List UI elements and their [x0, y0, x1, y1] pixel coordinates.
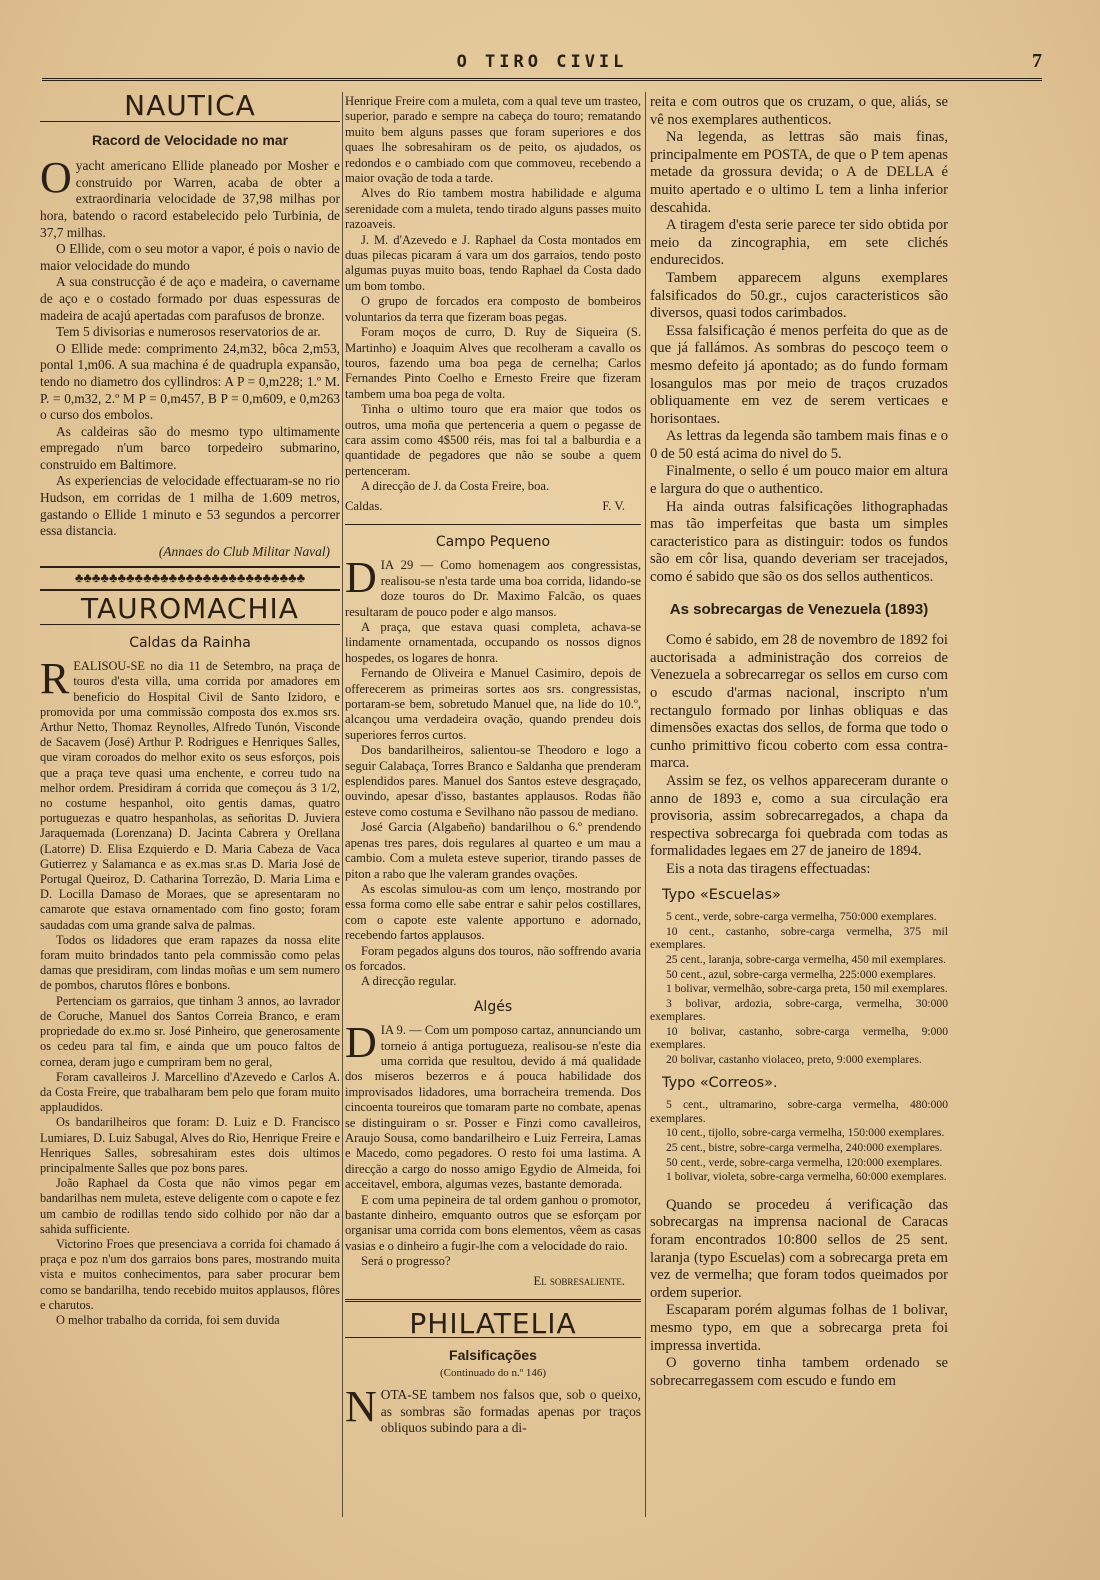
list-item: 50 cent., verde, sobre-carga vermelha, 120:000 exemplares.	[666, 1155, 943, 1169]
paragraph: Ha ainda outras falsificações lithographadas mas tão imperfeitas que basta um simples caracteristico para as distinguir: todos os fundos são em côr lisa, quando deveriam ser tracejados, como é sabido que são os dos sellos authenticos.	[650, 498, 948, 586]
paragraph: J. M. d'Azevedo e J. Raphael da Costa montados em duas pilecas picaram á vara um dos garraios, tendo posto algumas puyas muito boas, tendo Raphael da Costa dado um bom tombo.	[345, 232, 641, 293]
paragraph: Foram pegados alguns dos touros, não soffrendo avaria os forcados.	[345, 943, 641, 973]
paragraph: Essa falsificação é menos perfeita do que as de que já fallámos. As sombras do pescoço teem o mesmo defeito já apontado; as do fundo formam losangulos mas por meio de traços cruzados obliquamente em vez de serem verticaes e horisontaes.	[650, 322, 948, 427]
list-item: 10 cent., castanho, sobre-carga vermelha, 375 mil exemplares.	[650, 924, 948, 952]
paragraph: Assim se fez, os velhos appareceram durante o anno de 1893 e, como a sua circulação era provisoria, assim sobrecarregados, a chapa da respectiva sobrecarga foi quebrada com todas as formalidades legaes em 27 de janeiro de 1894.	[650, 772, 948, 860]
list-item: 5 cent., ultramarino, sobre-carga vermelha, 480:000 exemplares.	[650, 1098, 948, 1125]
column-1	[40, 89, 340, 1328]
article-title-alges: Algés	[473, 998, 513, 1015]
drop-cap: N	[345, 1382, 377, 1432]
paragraph: O Ellide, com o seu motor a vapor, é pois o navio de maior velocidade do mundo	[40, 241, 340, 273]
column-divider	[342, 92, 343, 1517]
paragraph: Todos os lidadores que eram rapazes da nossa elite foram muito brindados tanto pela commissão como pelas damas que presidiram, com lindas moñas e um sem numero de pombos, charutos flôres e bonbons.	[40, 932, 340, 993]
paragraph: O governo tinha tambem ordenado se sobrecarregassem com escudo e fundo em	[650, 1355, 948, 1389]
paragraph: Fernando de Oliveira e Manuel Casimiro, depois de offerecerem as primeiras sortes aos srs. congressistas, portaram-se bem, sobretudo Manuel que, na lide do 10.º, alcançou uma verdadeira ovação, quando prendeu dois superiores ferros curtos.	[345, 666, 641, 742]
paragraph: A direcção regular.	[361, 974, 457, 989]
column-divider	[645, 92, 646, 1517]
paragraph: Na legenda, as lettras são mais finas, principalmente em POSTA, de que o P tem apenas metade da grossura devida; o A de DELLA é muito apertado e o ultimo L tem a linha inferior descahida.	[650, 129, 948, 216]
paragraph: Alves do Rio tambem mostra habilidade e alguma serenidade com a muleta, tendo tirado alguns passes muito razoaveis.	[345, 186, 641, 232]
paragraph: José Garcia (Algabeño) bandarilhou o 6.º prendendo apenas tres pares, dois regulares al quarteo e um mau a cambio. Com a muleta esteve superior, tirando passes de piton a rabo que lhe valeram grandes ovações.	[345, 820, 641, 881]
column-3	[650, 94, 948, 1390]
page-header	[42, 48, 1042, 88]
section-title-nautica: NAUTICA	[40, 94, 340, 122]
paragraph: A praça, que estava quasi completa, achava-se lindamente ornamentada, occupando os nossos dignos hospedes, os logares de honra.	[345, 620, 641, 665]
page-number: 7	[1032, 50, 1042, 72]
paragraph: DIA 9. — Com um pomposo cartaz, annunciando um torneio á antiga portugueza, realisou-se n'este dia uma corrida que resultou, devido á má qualidade dos miseros bezerros e á pouca habilidade dos improvisados lidadores, uma borracheira tremenda. Dos cincoenta toureiros que tomaram parte no combate, apenas se distinguiram o sr. Posser e Finzi como cavalleiros, Araujo Sousa, como bandarilheiro e Luiz Ferreira, Lamas e Macedo, como pegadores. O resto foi uma lastima. A direcção a cargo do nosso amigo Egydio de Almeida, foi acceitavel, embora, algumas vezes, bastante demorada.	[345, 1018, 642, 1192]
list-item: 20 bolivar, castanho violaceo, preto, 9:000 exemplares.	[666, 1053, 922, 1067]
paragraph: Tinha o ultimo touro que era maior que todos os outros, uma moña que pertenceria a quem o pegasse de cara assim como 4$500 réis, mas foi tal a balburdia e a quantidade de pegadores que não se soube a quem pertenceram.	[345, 402, 641, 478]
drop-cap: D	[345, 553, 377, 603]
paragraph: O melhor trabalho da corrida, foi sem duvida	[56, 1312, 280, 1327]
paragraph: Finalmente, o sello é um pouco maior em altura e largura do que o authentico.	[650, 463, 948, 498]
print-run-list	[650, 910, 948, 1067]
source-citation: (Annaes do Club Militar Naval)	[158, 543, 330, 559]
list-item: 25 cent., bistre, sobre-carga vermelha, 240:000 exemplares.	[666, 1141, 943, 1155]
paragraph: Dos bandarilheiros, salientou-se Theodoro e logo a seguir Calabaça, Torres Branco e Saldanha que prenderam esplendidos pares. Manuel dos Santos esteve desgraçado, ouvindo, apesar d'isso, bastantes applausos. Rodas ñão esteve como costuma e Sevilhano não passou de mediano.	[345, 743, 641, 819]
continued-note: (Continuado do n.º 146)	[439, 1366, 547, 1379]
article-title-falsificacoes: Falsificações	[449, 1347, 537, 1364]
paragraph: DIA 29 — Como homenagem aos congressistas, realisou-se n'esta tarde uma boa corrida, lidando-se doze touros do Dr. Maximo Falcão, os quaes resultaram de pouco poder e algo mansos.	[345, 553, 641, 619]
list-item: 3 bolivar, ardozia, sobre-carga, vermelha, 30:000 exemplares.	[650, 996, 948, 1024]
article-title-record: Racord de Velocidade no mar	[91, 131, 289, 148]
paragraph: Henrique Freire com a muleta, com a qual teve um trasteo, superior, parado e sempre na cabeça do touro; rematando muito bem alguns passes que foram superiores e dos quaes lhe sobresahiram os de peito, os ajudados, os redondos e o cambiado com que commoveu, recebendo a maior ovação de toda a tarde.	[345, 94, 641, 186]
paragraph: João Raphael da Costa que não vimos pegar em bandarilhas nem muleta, esteve deligente com o capote e fez um cambio de rodillas tendo sido colhido por não dar a sahida sufficiente.	[40, 1176, 340, 1236]
paragraph: As experiencias de velocidade effectuaram-se no rio Hudson, em corridas de 1 milha de 1.609 metros, gastando o Ellide 1 minuto e 53 segundos a percorrer essa distancia.	[40, 473, 340, 539]
list-heading: Typo «Escuelas»	[662, 886, 781, 903]
paragraph: Como é sabido, em 28 de novembro de 1892 foi auctorisada a administração dos correios de Venezuela a sobrecarregar os sellos em curso com o escudo d'armas nacional, inscripto n'um rectangulo formado por linhas obliquas e das dimensões exactas dos sellos, de forma que todo o cunho primittivo ficou coberto com essa contra-marca.	[650, 632, 948, 772]
paragraph: As lettras da legenda são tambem mais finas e o 0 de 50 está acima do nivel do 5.	[650, 428, 948, 462]
section-title-tauromachia: TAUROMACHIA	[40, 597, 340, 625]
paragraph: Os bandarilheiros que foram: D. Luiz e D. Francisco Lumiares, D. Luiz Sabugal, Alves do Rio, Henrique Freire e Henriques Salles, sobresahiram estes dois ultimos principalmente Salles que poz bons pares.	[40, 1115, 340, 1175]
drop-cap: R	[40, 654, 70, 704]
paragraph: E com uma pepineira de tal ordem ganhou o promotor, bastante dinheiro, emquanto outros que se esforçam por organisar uma corrida com bons elementos, vêem as casas vasias e o dinheiro a fugir-lhe com a velocidade do raio.	[345, 1192, 641, 1253]
list-item: 10 bolivar, castanho, sobre-carga vermelha, 9:000 exemplares.	[650, 1024, 948, 1052]
paragraph: reita e com outros que os cruzam, o que, aliás, se vê nos exemplares authenticos.	[650, 94, 948, 128]
signature-author: F. V.	[602, 498, 625, 513]
paragraph: REALISOU-SE no dia 11 de Setembro, na praça de touros d'esta villa, uma corrida por amadores em beneficio do Hospital Civil de Santo Izidoro, e promovida por uma commissão composta dos ex.mos srs. Arthur Netto, Thomaz Reynolles, Alfredo Tunón, Visconde de Sacavem (José) Arthur P. Rodrigues e Henriques Salles, que viram coroados do melhor exito os seus esforços, pois que a praça teve quasi uma enchente, e correu tudo na melhor ordem. Presidiram á corrida que começou ás 3 1/2, no costume hespanhol, oito gentis damas, quatro portuguezas e quatro hespanholas, as señoritas D. Juviera Jaraquemada (Lorenzana) D. Jacinta Cabrera y Orellana (Latorre) D. Elisa Ezquierdo e D. Maria Cabeza de Vaca Gutierrez y Salamanca e as ex.mas sr.as D. Maria José de Portugal Queiroz, D. Catharina Torrezão, D. Maria Lima e D. Locilla Damaso de Moraes, que se apresentaram no camarote que estava ornamentado com fino gosto; foram saudadas com uma grande salva de palmas.	[40, 654, 340, 932]
paragraph: Foram moços de curro, D. Ruy de Siqueira (S. Martinho) e Joaquim Alves que recolheram a cavallo os touros, fazendo uma boa pega de cernelha; Carlos Fernandes Pinto Coelho e Ernesto Freire que fizeram tambem uma boa pega de volta.	[345, 325, 641, 401]
paragraph: A sua construcção é de aço e madeira, o cavername de aço e o costado formado por duas espessuras de madeira de acajú apertadas com parafusos de bronze.	[40, 274, 340, 323]
paragraph: Foram cavalleiros J. Marcellino d'Azevedo e Carlos A. da Costa Freire, que trabalharam bem pelo que foram muito applaudidos.	[40, 1069, 340, 1115]
article-title-caldas: Caldas da Rainha	[129, 634, 251, 651]
list-item: 1 bolivar, violeta, sobre-carga vermelha, 60:000 exemplares.	[666, 1170, 947, 1184]
list-item: 10 cent., tijollo, sobre-carga vermelha, 150:000 exemplares.	[666, 1126, 945, 1140]
article-title-venezuela: As sobrecargas de Venezuela (1893)	[669, 600, 929, 618]
list-heading: Typo «Correos».	[662, 1074, 778, 1091]
newspaper-title: O TIRO CIVIL	[456, 52, 628, 72]
paragraph: Pertenciam os garraios, que tinham 3 annos, ao lavrador de Coruche, Manuel dos Santos Correia Branco, e eram propriedade do ex.mo sr. José Pinheiro, que generosamente os cedeu para tal fim, e ainda que um pouco faltos de cornea, deram jugo e cumpriram bem no geral,	[40, 993, 340, 1069]
paragraph: Será o progresso?	[361, 1254, 451, 1269]
rule	[345, 1299, 641, 1302]
signature-place: Caldas.	[345, 498, 383, 513]
paragraph: Eis a nota das tiragens effectuadas:	[666, 860, 871, 877]
header-rule	[42, 78, 1042, 81]
column-2	[345, 94, 641, 1437]
list-item: 50 cent., azul, sobre-carga vermelha, 225:000 exemplares.	[666, 967, 936, 981]
signature-line	[345, 499, 625, 514]
rule	[345, 524, 641, 525]
signature-author: El sobresaliente.	[533, 1273, 625, 1288]
list-item: 5 cent., verde, sobre-carga vermelha, 750:000 exemplares.	[666, 910, 937, 924]
paragraph: Quando se procedeu á verificação das sobrecargas na imprensa nacional de Caracas foram encontrados 10:800 sellos de 25 sent. laranja (typo Escuelas) com a sobrecarga preta em vez de vermelha; que foram todos queimados por ordem superior.	[650, 1196, 948, 1301]
drop-cap: D	[345, 1018, 377, 1068]
paragraph: O grupo de forcados era composto de bombeiros voluntarios da terra que fizeram boas pegas.	[345, 294, 641, 324]
paragraph: Tem 5 divisorias e numerosos reservatorios de ar.	[56, 324, 321, 340]
list-item: 25 cent., laranja, sobre-carga vermelha, 450 mil exemplares.	[666, 952, 946, 966]
ornament-divider: ♣♣♣♣♣♣♣♣♣♣♣♣♣♣♣♣♣♣♣♣♣♣♣♣♣♣♣	[40, 566, 340, 591]
list-item: 1 bolivar, vermelhão, sobre-carga preta, 150 mil exemplares.	[666, 982, 948, 996]
paragraph: NOTA-SE tambem nos falsos que, sob o queixo, as sombras são formadas apenas por traços obliquos subindo para a di-	[345, 1382, 641, 1436]
paragraph: Escaparam porém algumas folhas de 1 bolivar, mesmo typo, em que a sobrecarga preta foi impressa invertida.	[650, 1302, 948, 1354]
section-title-philatelia: PHILATELIA	[345, 1312, 641, 1338]
paragraph: Tambem apparecem alguns exemplares falsificados do 50.gr., cujos caracteristicos são diversos, quasi todos carimbados.	[650, 269, 948, 322]
paragraph: O Ellide mede: comprimento 24,m32, bôca 2,m53, pontal 1,m06. A sua machina é de quadrupla expansão, tendo no diametro dos cyllindros: A P = 0,m228; 1.º M. P. = 0,m32, 2.º M P = 0,m457, B P = 0,m609, e 0,m263 o curso dos embolos.	[40, 340, 340, 423]
drop-cap: O	[40, 153, 72, 203]
paragraph: A direcção de J. da Costa Freire, boa.	[361, 479, 550, 494]
paragraph: A tiragem d'esta serie parece ter sido obtida por meio da zincographia, em sete clichés endurecidos.	[650, 217, 948, 269]
paragraph: Victorino Froes que presenciava a corrida foi chamado á praça e poz n'um dos garraios bons pares, mostrando muita vista e muitos conhecimentos, para saber procurar bem como se bandarilha, tendo recebido muitos applausos, flôres e charutos.	[40, 1236, 340, 1312]
paragraph: Oyacht americano Ellide planeado por Mosher e construido por Warren, acaba de obter a extraordinaria velocidade de 37,98 milhas por hora, batendo o racord estabelecido pelo Turbinia, de 37,7 milhas.	[40, 153, 340, 240]
paragraph: As caldeiras são do mesmo typo ultimamente empregado n'um barco torpedeiro submarino, construido em Baltimore.	[40, 423, 340, 472]
paragraph: As escolas simulou-as com um lenço, mostrando por essa forma como elle sabe entrar e sahir pelos costillares, com o capote este valente apportuno e adornado, recebendo fartos applausos.	[345, 881, 641, 943]
article-title-campo: Campo Pequeno	[435, 533, 551, 550]
print-run-list	[650, 1098, 948, 1184]
